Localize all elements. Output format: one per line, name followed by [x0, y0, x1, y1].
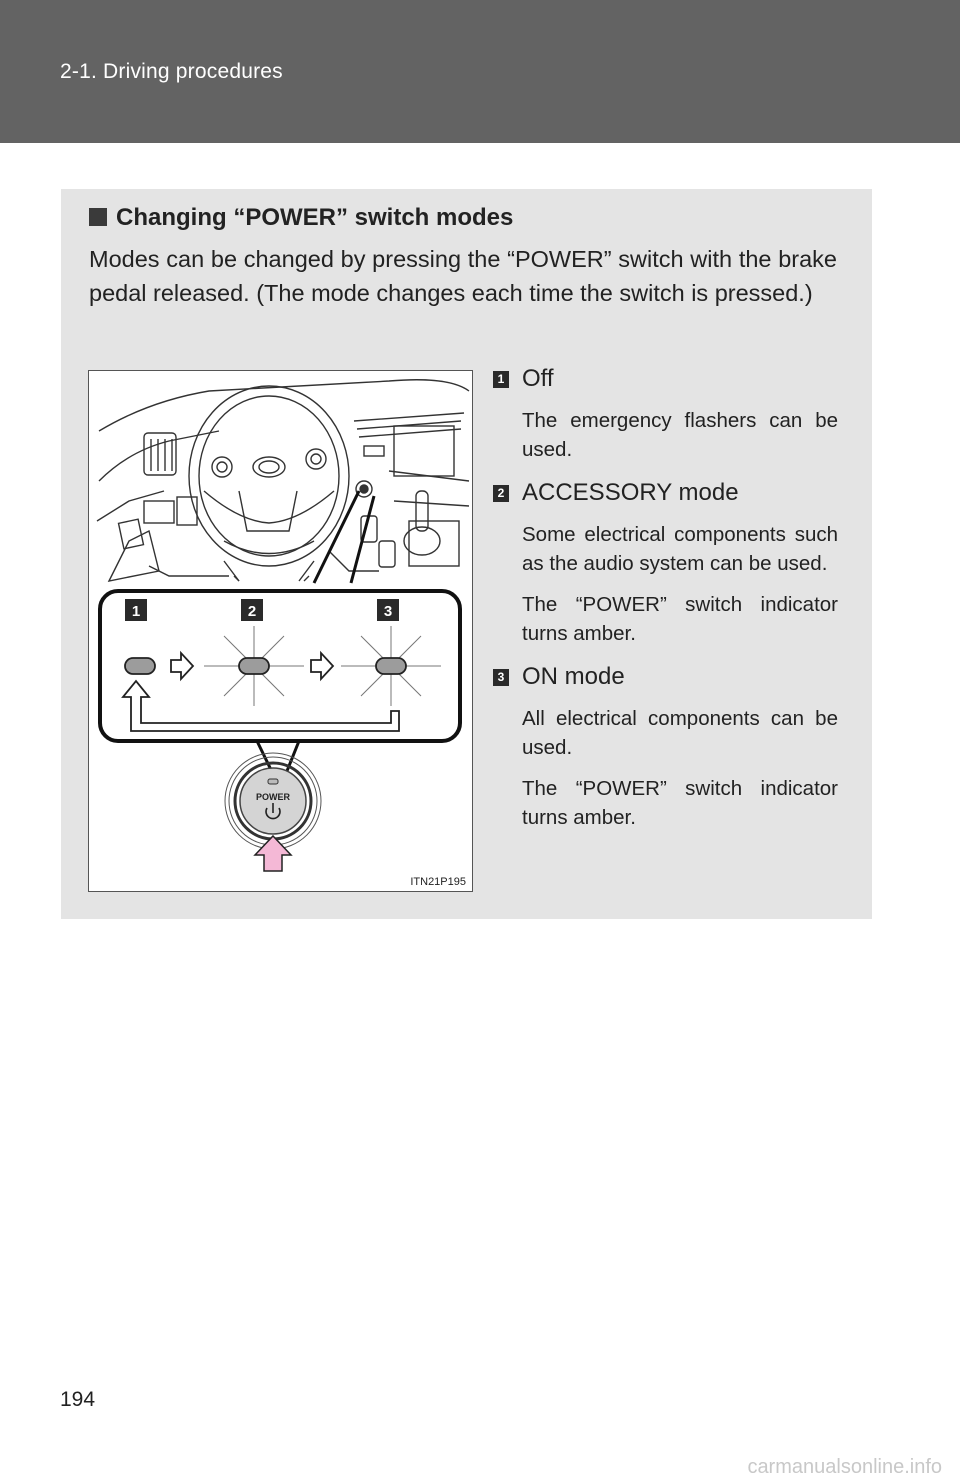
- mode-title: ACCESSORY mode: [522, 479, 739, 506]
- mode-title: ON mode: [522, 663, 625, 690]
- mode-item-off: [493, 364, 838, 464]
- mode-item-accessory: [493, 478, 838, 648]
- mode-description: The “POWER” switch indicator turns amber.: [522, 777, 838, 829]
- power-button-label: POWER: [255, 792, 291, 802]
- dashboard-svg: [89, 371, 472, 891]
- mode-title: Off: [522, 365, 554, 392]
- section-title: [89, 204, 513, 232]
- intro-paragraph: Modes can be changed by pressing the “POWER” switch with the brake pedal released. (The mode changes each time the switch is pressed.): [89, 246, 837, 306]
- square-bullet-icon: [89, 208, 107, 226]
- header-section-title: 2-1. Driving procedures: [60, 60, 283, 83]
- section-title-text: Changing “POWER” switch modes: [116, 204, 514, 231]
- mode-item-on: [493, 662, 838, 832]
- mode-list: [493, 364, 838, 842]
- mode-description: All electrical components can be used.: [522, 707, 838, 759]
- mode-number-badge: 1: [493, 371, 509, 388]
- power-switch-illustration: [88, 370, 473, 892]
- callout-2: 2: [247, 603, 257, 620]
- mode-number-badge: 2: [493, 485, 509, 502]
- mode-description: The emergency flashers can be used.: [522, 409, 838, 461]
- mode-description: Some electrical components such as the audio system can be used.: [522, 523, 838, 575]
- mode-description: The “POWER” switch indicator turns amber.: [522, 593, 838, 645]
- figure-code: ITN21P195: [410, 876, 466, 888]
- watermark: carmanualsonline.info: [747, 1456, 942, 1478]
- callout-3: 3: [383, 603, 393, 620]
- mode-number-badge: 3: [493, 669, 509, 686]
- callout-1: 1: [131, 603, 141, 620]
- page-number: 194: [60, 1388, 96, 1411]
- page-header: [0, 0, 960, 143]
